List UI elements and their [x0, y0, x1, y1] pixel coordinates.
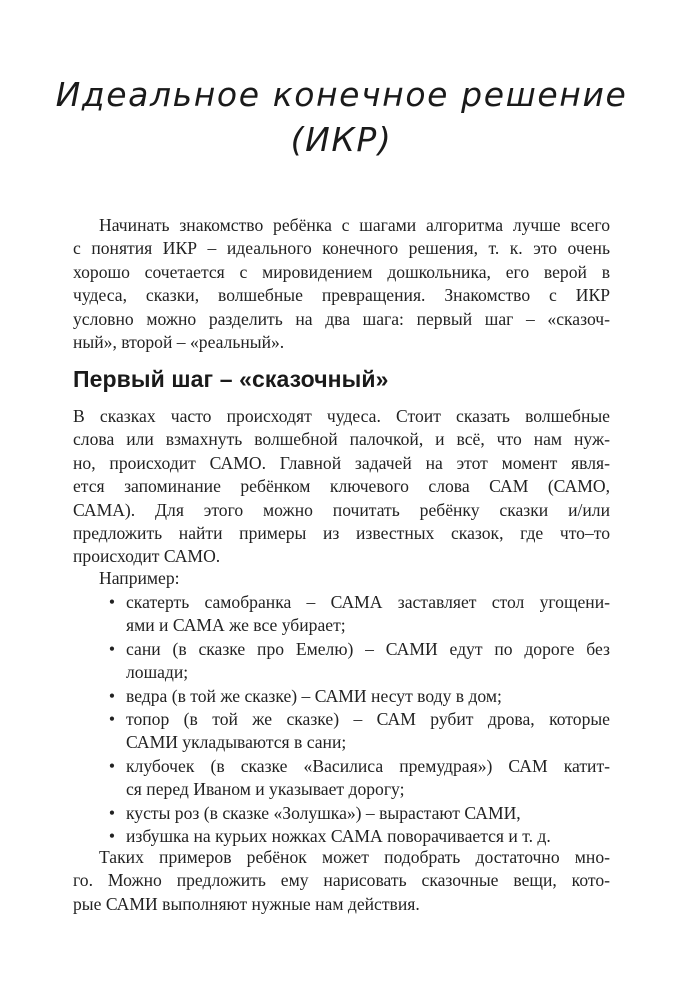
- title-line-2: (ИКР): [290, 120, 393, 159]
- text-line: хорошо сочетается с мировидением дошкольника, его верой в: [73, 261, 610, 282]
- text-line: но, происходит САМО. Главной задачей на этот момент явля-: [73, 452, 610, 473]
- text-line: лошади;: [126, 662, 189, 683]
- text-line: слова или взмахнуть волшебной палочкой, и всё, что нам нуж-: [73, 429, 610, 450]
- closing-paragraph: [73, 846, 610, 916]
- text-line: условно можно разделить на два шага: первый шаг – «сказоч-: [73, 308, 610, 329]
- text-line: Таких примеров ребёнок может подобрать достаточно мно-: [99, 847, 610, 867]
- list-item: [73, 638, 610, 685]
- section-paragraph: [73, 405, 610, 569]
- bullet-icon: •: [108, 638, 116, 659]
- bullet-icon: •: [108, 802, 116, 823]
- bullet-icon: •: [108, 755, 116, 776]
- text-line: с понятия ИКР – идеального конечного решения, т. к. это очень: [73, 238, 610, 259]
- text-line: В сказках часто происходят чудеса. Стоит сказать волшебные: [73, 406, 610, 426]
- text-line: ется запоминание ребёнком ключевого слова САМ (САМО,: [73, 476, 610, 497]
- text-line: рые САМИ выполняют нужные нам действия.: [73, 893, 420, 914]
- text-line: ный», второй – «реальный».: [73, 331, 285, 352]
- text-line: скатерть самобранка – САМА заставляет стол угощени-: [126, 592, 610, 612]
- text-line: САМИ укладываются в сани;: [126, 732, 347, 753]
- list-item: [73, 802, 610, 825]
- section-heading: Первый шаг – «сказочный»: [73, 366, 389, 392]
- text-line: клубочек (в сказке «Василиса премудрая») САМ катит-: [126, 755, 610, 776]
- example-label: Например:: [99, 568, 180, 588]
- list-item: [73, 755, 610, 802]
- list-item: [73, 708, 610, 755]
- text-line: избушка на курьих ножках САМА поворачивается и т. д.: [126, 825, 551, 846]
- title-line-1: Идеальное конечное решение: [55, 75, 628, 114]
- text-line: чудеса, сказки, волшебные превращения. Знакомство с ИКР: [73, 285, 610, 306]
- bullet-icon: •: [108, 592, 116, 612]
- bullet-icon: •: [108, 685, 116, 706]
- text-line: происходит САМО.: [73, 546, 221, 567]
- intro-paragraph: [73, 214, 610, 354]
- examples-list: [73, 591, 610, 848]
- text-line: ся перед Иваном и указывает дорогу;: [126, 779, 405, 800]
- page-title: [40, 72, 643, 162]
- text-line: предложить найти примеры из известных сказок, где что–то: [73, 522, 610, 543]
- bullet-icon: •: [108, 708, 116, 729]
- text-line: САМА). Для этого можно почитать ребёнку сказки и/или: [73, 499, 610, 520]
- text-line: ведра (в той же сказке) – САМИ несут воду в дом;: [126, 685, 502, 706]
- text-line: сани (в сказке про Емелю) – САМИ едут по дороге без: [126, 638, 610, 659]
- list-item: [73, 685, 610, 708]
- list-item: [73, 591, 610, 638]
- text-line: кусты роз (в сказке «Золушка») – вырастают САМИ,: [126, 802, 521, 823]
- bullet-icon: •: [108, 825, 116, 846]
- text-line: Начинать знакомство ребёнка с шагами алгоритма лучше всего: [99, 215, 610, 235]
- text-line: ями и САМА же все убирает;: [126, 615, 346, 636]
- text-line: топор (в той же сказке) – САМ рубит дрова, которые: [126, 708, 610, 729]
- text-line: го. Можно предложить ему нарисовать сказочные вещи, кото-: [73, 870, 610, 891]
- list-item: [73, 825, 610, 848]
